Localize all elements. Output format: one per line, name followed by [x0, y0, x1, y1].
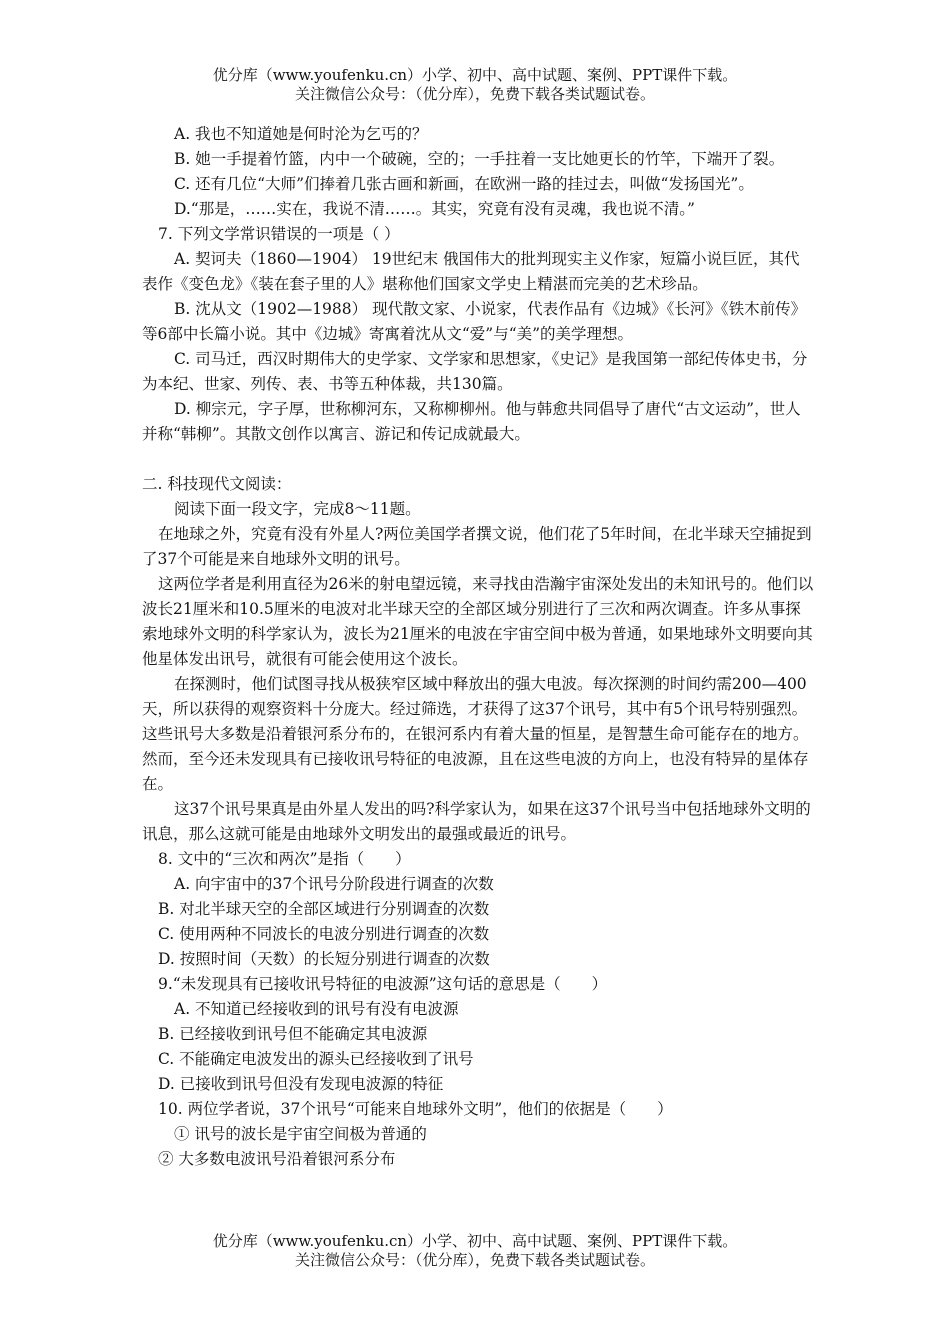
q6-option-b: B. 她一手提着竹篮，内中一个破碗，空的；一手拄着一支比她更长的竹竿，下端开了裂。	[174, 150, 785, 168]
q9-option-d: D. 已接收到讯号但没有发现电波源的特征	[158, 1075, 444, 1093]
section-gap	[142, 447, 814, 472]
q8-option-c: C. 使用两种不同波长的电波分别进行调查的次数	[158, 925, 490, 943]
q6-option-c: C. 还有几位“大师”们捧着几张古画和新画，在欧洲一路的挂过去，叫做“发扬国光”。	[174, 175, 754, 193]
footer-line-2: 关注微信公众号：（优分库），免费下载各类试题试卷。	[294, 1251, 655, 1269]
document-body	[142, 122, 814, 1172]
q7-option-d: D. 柳宗元，字子厚，世称柳河东，又称柳柳州。他与韩愈共同倡导了唐代“古文运动”，世人并称“韩柳”。其散文创作以寓言、游记和传记成就最大。	[142, 400, 801, 443]
q7-option-b: B. 沈从文（1902—1988） 现代散文家、小说家，代表作品有《边城》《长河》《铁木前传》等6部中长篇小说。其中《边城》寄寓着沈从文“爱”与“美”的美学理想。	[142, 300, 807, 343]
passage-paragraph-2: 这两位学者是利用直径为26米的射电望远镜，来寻找由浩瀚宇宙深处发出的未知讯号的。他们以波长21厘米和10.5厘米的电波对北半球天空的全部区域分别进行了三次和两次调查。许多从事探索地球外文明的科学家认为，波长为21厘米的电波在宇宙空间中极为普通，如果地球外文明要向其他星体发出讯号，就很有可能会使用这个波长。	[142, 575, 814, 668]
header-line-2: 关注微信公众号：（优分库），免费下载各类试题试卷。	[294, 85, 655, 103]
q8-option-d: D. 按照时间（天数）的长短分别进行调查的次数	[158, 950, 490, 968]
passage-paragraph-3: 在探测时，他们试图寻找从极狭窄区域中释放出的强大电波。每次探测的时间约需200—400天，所以获得的观察资料十分庞大。经过筛选，才获得了这37个讯号，其中有5个讯号特别强烈。这些讯号大多数是沿着银河系分布的，在银河系内有着大量的恒星，是智慧生命可能存在的地方。然而，至今还未发现具有已接收讯号特征的电波源，且在这些电波的方向上，也没有特异的星体存在。	[142, 675, 809, 793]
q8-option-b: B. 对北半球天空的全部区域进行分别调查的次数	[158, 900, 490, 918]
q8-option-a: A. 向宇宙中的37个讯号分阶段进行调查的次数	[174, 875, 494, 893]
q10-item-2: ② 大多数电波讯号沿着银河系分布	[158, 1150, 396, 1168]
header-line-1: 优分库（www.youfenku.cn）小学、初中、高中试题、案例、PPT课件下载。	[212, 66, 738, 84]
passage-paragraph-4: 这37个讯号果真是由外星人发出的吗?科学家认为，如果在这37个讯号当中包括地球外文明的讯息，那么这就可能是由地球外文明发出的最强或最近的讯号。	[142, 800, 811, 843]
page-header	[0, 66, 950, 104]
section2-instruction: 阅读下面一段文字，完成8～11题。	[174, 500, 421, 518]
q6-option-d: D.“那是，……实在，我说不清……。其实，究竟有没有灵魂，我也说不清。”	[174, 200, 695, 218]
q9-option-a: A. 不知道已经接收到的讯号有没有电波源	[174, 1000, 459, 1018]
q9-option-b: B. 已经接收到讯号但不能确定其电波源	[158, 1025, 428, 1043]
q6-option-a: A. 我也不知道她是何时沦为乞丐的？	[174, 125, 428, 143]
q8-stem: 8. 文中的“三次和两次”是指（ ）	[158, 850, 411, 868]
section2-title: 二. 科技现代文阅读：	[142, 475, 292, 493]
q7-option-a: A. 契诃夫（1860—1904） 19世纪末 俄国伟大的批判现实主义作家，短篇小说巨匠，其代表作《变色龙》《装在套子里的人》堪称他们国家文学史上精湛而完美的艺术珍品。	[142, 250, 800, 293]
footer-line-1: 优分库（www.youfenku.cn）小学、初中、高中试题、案例、PPT课件下载。	[212, 1232, 738, 1250]
q10-stem: 10. 两位学者说，37个讯号“可能来自地球外文明”，他们的依据是（ ）	[158, 1100, 673, 1118]
passage-paragraph-1: 在地球之外，究竟有没有外星人?两位美国学者撰文说，他们花了5年时间，在北半球天空捕捉到了37个可能是来自地球外文明的讯号。	[142, 525, 812, 568]
q9-stem: 9.“未发现具有已接收讯号特征的电波源”这句话的意思是（ ）	[158, 975, 608, 993]
q7-stem: 7. 下列文学常识错误的一项是（ ）	[158, 225, 400, 243]
page-footer	[0, 1232, 950, 1270]
q9-option-c: C. 不能确定电波发出的源头已经接收到了讯号	[158, 1050, 474, 1068]
q10-item-1: ① 讯号的波长是宇宙空间极为普通的	[174, 1125, 427, 1143]
q7-option-c: C. 司马迁，西汉时期伟大的史学家、文学家和思想家，《史记》是我国第一部纪传体史书，分为本纪、世家、列传、表、书等五种体裁，共130篇。	[142, 350, 808, 393]
